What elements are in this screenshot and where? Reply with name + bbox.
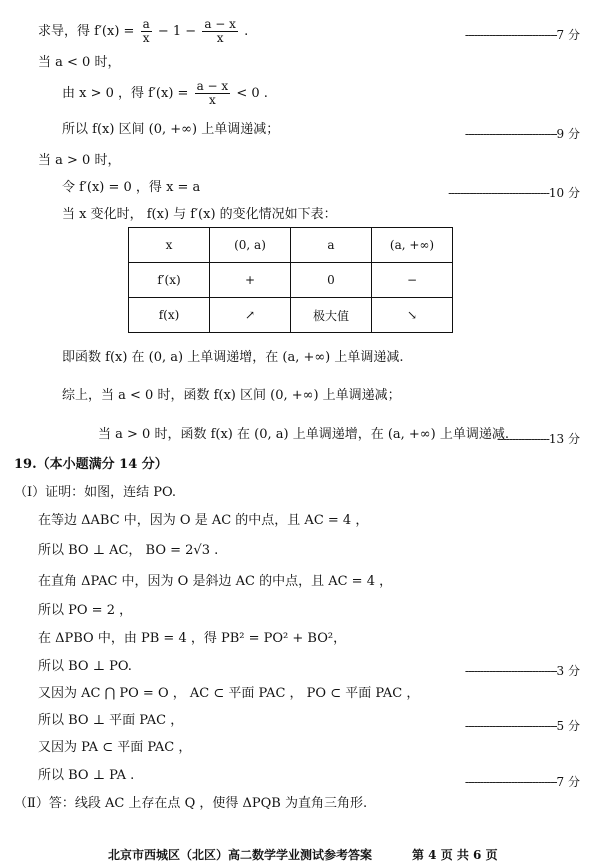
score: 7 分	[556, 775, 580, 789]
footer-title: 北京市西城区（北区）高二数学学业测试参考答案	[108, 848, 373, 862]
proof-line: 在等边 ΔABC 中，因为 O 是 AC 的中点，且 AC = 4 ，	[38, 513, 369, 528]
score: 3 分	[556, 664, 580, 678]
text: 求导，得	[38, 24, 91, 39]
page-number: 第 4 页 共 6 页	[412, 848, 498, 862]
score: 9 分	[556, 127, 580, 141]
answer-line: （Ⅱ）答：线段 AC 上存在点 Q ，使得 ΔPQB 为直角三角形.	[14, 796, 368, 811]
dash-leader: ------------------------------	[464, 127, 557, 141]
fraction-numerator: a − x	[196, 79, 229, 93]
dash-leader: ------------------------------	[464, 664, 557, 678]
score: 13 分	[548, 432, 580, 446]
fraction-denominator: x	[216, 31, 224, 45]
score-marker	[465, 662, 580, 679]
score-marker	[465, 773, 580, 790]
fraction	[141, 18, 152, 45]
table-cell: 0	[291, 263, 372, 298]
text: − 1 −	[157, 24, 197, 39]
score: 5 分	[556, 719, 580, 733]
table-intro: 当 x 变化时， f(x) 与 f′(x) 的变化情况如下表：	[62, 207, 337, 222]
score-marker	[448, 184, 580, 201]
table-row	[129, 228, 453, 263]
table-cell: a	[291, 228, 372, 263]
monotonic-line: 即函数 f(x) 在 (0, a) 上单调递增，在 (a, +∞) 上单调递减.	[62, 350, 404, 365]
table-cell: (a, +∞)	[372, 228, 453, 263]
derivative-sign-line	[62, 80, 268, 107]
text: .	[244, 24, 249, 39]
proof-line: 所以 BO ⊥ PA .	[38, 768, 135, 783]
summary-line: 综上，当 a < 0 时，函数 f(x) 区间 (0, +∞) 上单调递减；	[62, 388, 401, 403]
proof-line: 在 ΔPBO 中，由 PB = 4 ，得 PB² = PO² + BO²，	[38, 631, 347, 646]
fraction-denominator: x	[142, 31, 150, 45]
fraction	[195, 80, 231, 107]
proof-line: 所以 BO ⊥ PO.	[38, 659, 132, 674]
dash-leader: ---------------------------------	[448, 186, 549, 200]
fraction-numerator: a − x	[204, 17, 236, 31]
fraction	[202, 18, 238, 45]
text: f′(x) =	[148, 86, 189, 101]
table-cell: f′(x)	[129, 263, 210, 298]
score-marker	[465, 125, 580, 142]
text: < 0 .	[236, 86, 268, 101]
text: f′(x) =	[94, 24, 135, 39]
table-cell: f(x)	[129, 298, 210, 333]
text: 由 x > 0 ，得	[62, 86, 145, 101]
score-marker	[497, 430, 580, 447]
table-cell: −	[372, 263, 453, 298]
table-cell: ↘	[372, 298, 453, 333]
score: 10 分	[548, 186, 580, 200]
dash-leader: -----------------	[496, 432, 549, 446]
question-heading: 19.（本小题满分 14 分）	[14, 457, 168, 472]
proof-line: 又因为 PA ⊂ 平面 PAC ，	[38, 740, 192, 755]
case-line: 当 a < 0 时，	[38, 55, 121, 70]
proof-line: 所以 BO ⊥ AC， BO = 2√3 .	[38, 543, 219, 558]
derivative-line	[38, 18, 248, 45]
fraction-numerator: a	[142, 17, 150, 31]
table-cell: ↗	[210, 298, 291, 333]
dash-leader: ------------------------------	[464, 28, 557, 42]
solve-line: 令 f′(x) = 0 ，得 x = a	[62, 180, 201, 195]
case-line: 当 a > 0 时，	[38, 153, 121, 168]
score: 7 分	[556, 28, 580, 42]
table-cell: 极大值	[291, 298, 372, 333]
proof-line: 所以 BO ⊥ 平面 PAC ，	[38, 713, 184, 728]
dash-leader: ------------------------------	[464, 775, 557, 789]
score-marker	[465, 717, 580, 734]
dash-leader: ------------------------------	[464, 719, 557, 733]
proof-line: 所以 PO = 2 ，	[38, 603, 133, 618]
table-cell: (0, a)	[210, 228, 291, 263]
proof-line: 在直角 ΔPAC 中，因为 O 是斜边 AC 的中点，且 AC = 4 ，	[38, 574, 393, 589]
proof-line: 又因为 AC ⋂ PO = O ， AC ⊂ 平面 PAC ， PO ⊂ 平面 PAC ，	[38, 686, 420, 701]
score-marker	[465, 26, 580, 43]
conclusion-line: 所以 f(x) 区间 (0, +∞) 上单调递减；	[62, 122, 280, 137]
table-cell: +	[210, 263, 291, 298]
table-cell: x	[129, 228, 210, 263]
summary-line: 当 a > 0 时，函数 f(x) 在 (0, a) 上单调递增，在 (a, +∞) 上单调递减.	[98, 427, 509, 442]
fraction-denominator: x	[208, 93, 216, 107]
table-row	[129, 263, 453, 298]
table-row	[129, 298, 453, 333]
variation-table	[128, 227, 453, 333]
proof-line: （Ⅰ）证明：如图，连结 PO.	[14, 485, 177, 500]
